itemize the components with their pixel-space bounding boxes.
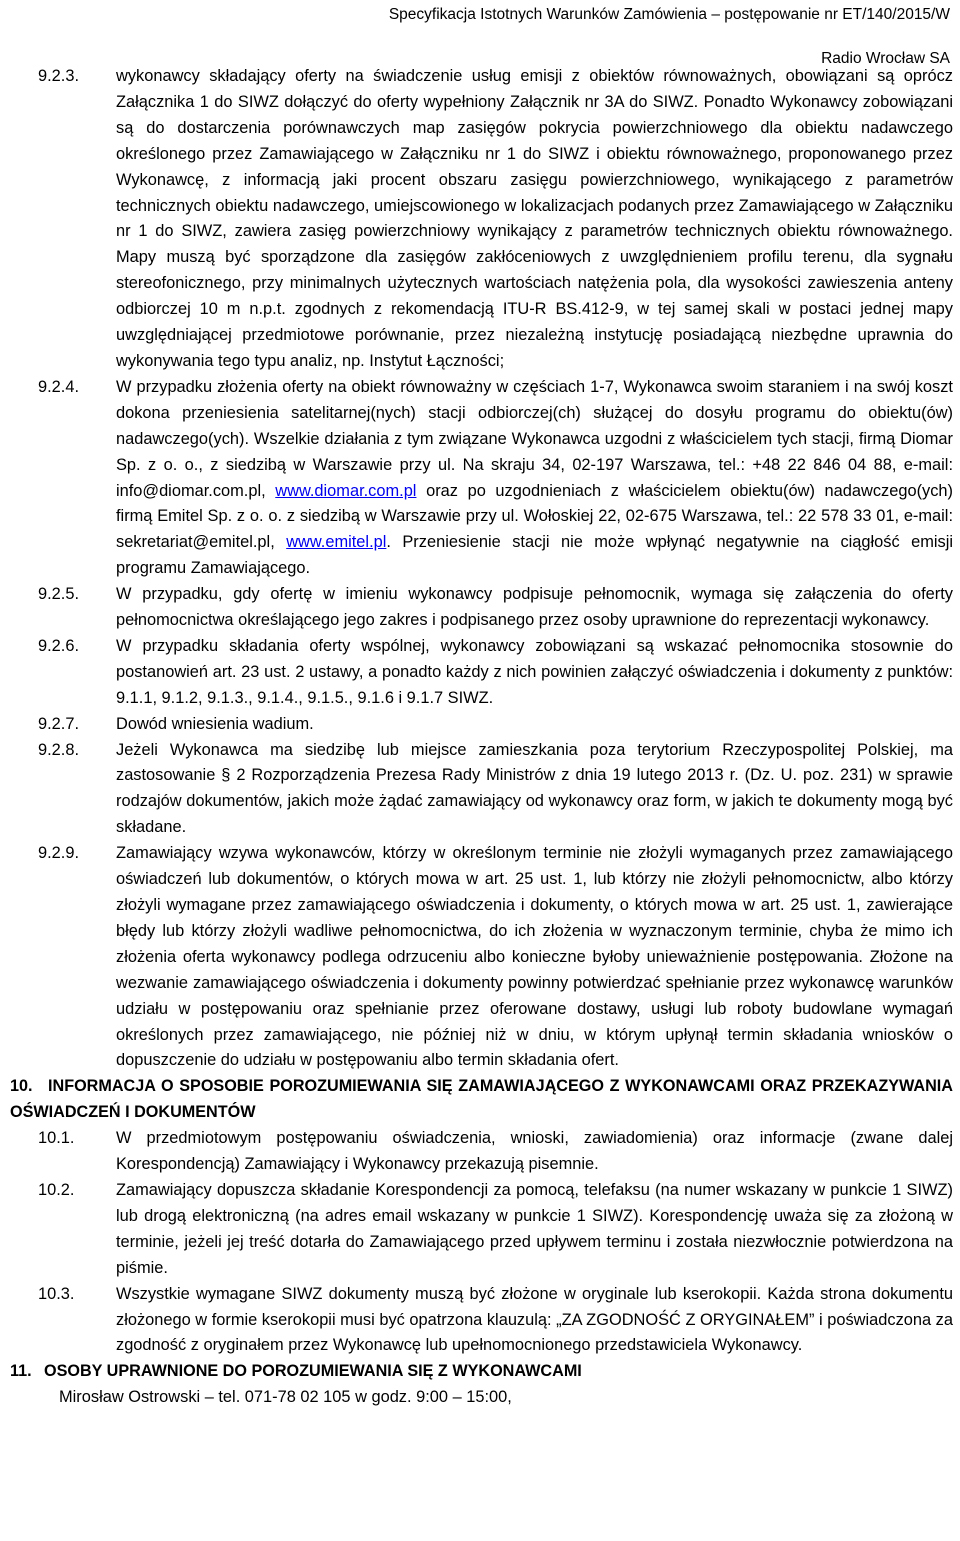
diomar-link[interactable]: www.diomar.com.pl [275, 481, 417, 500]
list-item [0, 634, 960, 712]
list-item [0, 1126, 960, 1178]
list-item [0, 375, 960, 582]
contact-line: Mirosław Ostrowski – tel. 071-78 02 105 w godz. 9:00 – 15:00, [59, 1388, 512, 1407]
section-number: 10. [10, 1077, 33, 1096]
section-title: 10. INFORMACJA O SPOSOBIE POROZUMIEWANIA SIĘ ZAMAWIAJĄCEGO Z WYKONAWCAMI ORAZ PRZEKAZYWANIA OŚWIADCZEŃ I DOKUMENTÓW [10, 1074, 953, 1126]
item-text: W przypadku składania oferty wspólnej, wykonawcy zobowiązani są wskazać pełnomocnika stosownie do postanowień art. 23 ust. 2 ustawy, a ponadto każdy z nich powinien załączyć oświadczenia i dokumenty z punktów: 9.1.1, 9.1.2, 9.1.3., 9.1.4., 9.1.5., 9.1.6 i 9.1.7 SIWZ. [116, 636, 953, 707]
item-number: 9.2.3. [38, 67, 80, 85]
document-body [0, 64, 960, 1411]
section-title: 11. OSOBY UPRAWNIONE DO POROZUMIEWANIA SIĘ Z WYKONAWCAMI [10, 1359, 953, 1385]
section-heading [0, 1359, 960, 1385]
item-text: Zamawiający dopuszcza składanie Korespondencji za pomocą, telefaksu (na numer wskazany w punkcie 1 SIWZ) lub drogą elektroniczną (na adres email wskazany w punkcie 1 SIWZ). Korespondencję uważa się za złożoną w terminie, jeżeli jej treść dotarła do Zamawiającego przed upływem terminu i została niezwłocznie potwierdzona na piśmie. [116, 1180, 953, 1277]
item-text: W przypadku złożenia oferty na obiekt równoważny w częściach 1-7, Wykonawca swoim staraniem i na swój koszt dokona przeniesienia satelitarnej(nych) stacji odbiorczej(ch) służącej do dosyłu programu do obiektu(ów) nadawczego(ych). Wszelkie działania z tym związane Wykonawca uzgodni z właścicielem tych stacji, firmą Diomar Sp. z o. o., z siedzibą w Warszawie przy ul. Na skraju 34, 02-197 Warszawa, tel.: +48 22 846 04 88, e-mail: info@diomar.com.pl, [116, 377, 953, 500]
item-text: oraz po uzgodnieniach z właścicielem obiektu(ów) nadawczego(ych) firmą Emitel Sp. z o. o. z siedzibą w Warszawie przy ul. Wołoskiej 22, 02-675 Warszawa, tel.: 22 578 33 01, e-mail: sekretariat@emitel.pl, [116, 481, 953, 552]
list-item [0, 712, 960, 738]
item-text: wykonawcy składający oferty na świadczenie usług emisji z obiektów równoważnych, obowiązani są oprócz Załącznika 1 do SIWZ dołączyć do oferty wypełniony Załącznik nr 3A do SIWZ. Ponadto Wykonawcy zobowiązani są do dostarczenia porównawczych map zasięgów pokrycia powierzchniowego dla obiektu nadawczego określonego przez Zamawiającego w Załączniku nr 1 do SIWZ i obiektu równoważnego, proponowanego przez Wykonawcę, z informacją jaki procent obszaru zasięgu powierzchniowego, wynikającego z parametrów technicznych obiektu nadawczego, umiejscowionego w lokalizacjach podanych przez Zamawiającego w Załączniku nr 1 do SIWZ, zawiera zasięg powierzchniowy wynikający z parametrów technicznych obiektu równoważnego. Mapy muszą być sporządzone dla zasięgów zakłóceniowych z uwzględnieniem profilu terenu, dla sygnału stereofonicznego, przy minimalnych użytecznych wartościach natężenia pola, dla wysokości zawieszenia anteny odbiorczej 10 m n.p.t. zgodnych z rekomendacją ITU-R BS.412-9, w tej samej skali w postaci jednej mapy uwzględniającej przedmiotowe porównanie, przez niezależną instytucję posiadającą niezbędne uprawnia do wykonywania tego typu analiz, np. Instytut Łączności; [116, 67, 953, 370]
item-text: W przypadku, gdy ofertę w imieniu wykonawcy podpisuje pełnomocnik, wymaga się załączenia do oferty pełnomocnictwa określającego jego zakres i podpisanego przez osoby uprawnione do reprezentacji wykonawcy. [116, 585, 953, 630]
item-number: 9.2.9. [38, 844, 80, 863]
item-number: 10.1. [38, 1129, 75, 1148]
list-item [0, 1178, 960, 1282]
item-number: 9.2.7. [38, 714, 80, 733]
section-heading [0, 1074, 960, 1126]
header-title: Specyfikacja Istotnych Warunków Zamówienia – postępowanie nr ET/140/2015/W [388, 6, 950, 23]
list-item [0, 1282, 960, 1360]
item-number: 10.2. [38, 1180, 75, 1199]
item-number: 9.2.5. [38, 585, 80, 604]
section-number: 11. [10, 1362, 32, 1381]
item-text: Dowód wniesienia wadium. [116, 714, 314, 733]
item-text: Zamawiający wzywa wykonawców, którzy w określonym terminie nie złożyli wymaganych przez zamawiającego oświadczeń lub dokumentów, o których mowa w art. 25 ust. 1, lub którzy nie złożyli pełnomocnictw, albo którzy złożyli wymagane przez zamawiającego oświadczenia i dokumenty, o których mowa w art. 25 ust. 1, zawierające błędy lub którzy złożyli wadliwe pełnomocnictwa, do ich złożenia w wyznaczonym terminie, chyba że mimo ich złożenia oferta wykonawcy podlega odrzuceniu albo konieczne byłoby unieważnienie postępowania. Złożone na wezwanie zamawiającego oświadczenia i dokumenty powinny potwierdzać spełnianie przez wykonawcę warunków udziału w postępowaniu oraz spełnianie przez oferowane dostawy, usługi lub roboty budowlane wymagań określonych przez zamawiającego, nie później niż w dniu, w którym upłynął termin składania wniosków o dopuszczenie do udziału w postępowaniu albo termin składania ofert. [116, 844, 953, 1070]
page-header [0, 0, 960, 71]
list-item [0, 738, 960, 842]
item-number: 9.2.4. [38, 377, 80, 396]
item-number: 9.2.6. [38, 636, 80, 655]
emitel-link[interactable]: www.emitel.pl [286, 533, 387, 552]
list-item [0, 841, 960, 1074]
list-item [0, 582, 960, 634]
header-subtitle: Radio Wrocław SA [821, 50, 950, 67]
item-text: . Przeniesienie stacji nie może wpłynąć negatywnie na ciągłość emisji programu Zamawiającego. [116, 533, 953, 578]
item-number: 10.3. [38, 1284, 75, 1303]
list-item [0, 64, 960, 375]
item-number: 9.2.8. [38, 740, 80, 759]
item-text: Wszystkie wymagane SIWZ dokumenty muszą być złożone w oryginale lub kserokopii. Każda strona dokumentu złożonego w formie kserokopii musi być opatrzona klauzulą: „ZA ZGODNOŚĆ Z ORYGINAŁEM” i poświadczona za zgodność z oryginałem przez Wykonawcę lub upełnomocnionego przedstawiciela Wykonawcy. [116, 1284, 953, 1355]
item-text: Jeżeli Wykonawca ma siedzibę lub miejsce zamieszkania poza terytorium Rzeczypospolitej Polskiej, ma zastosowanie § 2 Rozporządzenia Prezesa Rady Ministrów z dnia 19 lutego 2013 r. (Dz. U. poz. 231) w sprawie rodzajów dokumentów, jakich może żądać zamawiający od wykonawcy oraz form, w jakich te dokumenty mogą być składane. [116, 740, 953, 837]
item-text: W przedmiotowym postępowaniu oświadczenia, wnioski, zawiadomienia) oraz informacje (zwane dalej Korespondencją) Zamawiający i Wykonawcy przekazują pisemnie. [116, 1129, 953, 1174]
